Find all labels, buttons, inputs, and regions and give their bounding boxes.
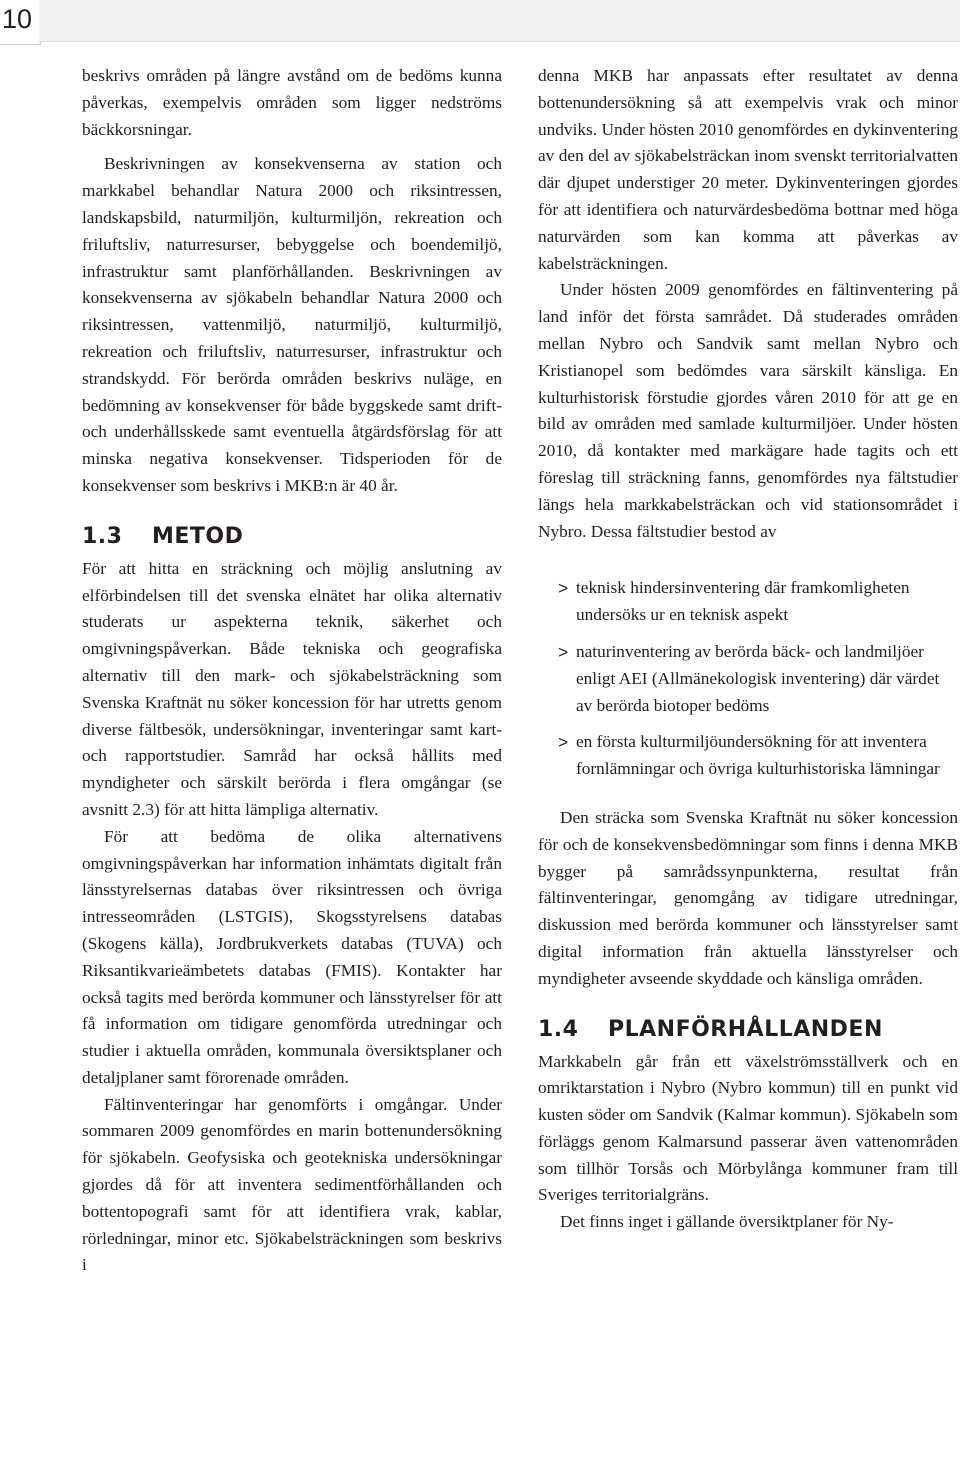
dive-inventory-paragraph: denna MKB har anpassats efter resultatet av denna bottenundersökning så att exempelvis vrak och minor undviks. Under hösten 2010 genomfördes en dykinventering av den del av sjökabelsträckan inom svenskt territorialvatten där djupet understiger 20 meter. Dykinventeringen gjordes för att identifiera och naturvärdesbedöma bottnar med höga naturvärden som kan komma att påverkas av kabelsträckningen. bbox=[538, 66, 958, 273]
planforhallanden-paragraph: Det finns inget i gällande översiktplaner för Ny- bbox=[560, 1212, 894, 1232]
intro-continuation: beskrivs områden på längre avstånd om de bedöms kunna påverkas, exempelvis områden som ligger nedströms bäckkorsningar. bbox=[82, 66, 502, 139]
bullet-marker: > bbox=[558, 578, 569, 599]
metod-paragraph: För att bedöma de olika alternativens omgivningspåverkan har information inhämtats digitalt från länsstyrelsernas databas över riksintressen och övriga intresseområden (LSTGIS), Skogsstyrelsens databas (Skogens källa), Jordbrukverkets databas (TUVA) och Riksantikvarieämbetets databas (FMIS). Kontakter har också tagits med berörda kommuner och länsstyrelser för att få information om tidigare genomförda utredningar och studier i aktuella områden, kommunala översiktsplaner och detaljplaner samt förorenade områden. bbox=[82, 826, 502, 1087]
section-heading-metod bbox=[82, 520, 502, 554]
section-title: METOD bbox=[152, 523, 244, 549]
planforhallanden-paragraph: Markkabeln går från ett växelströmsställverk och en omriktarstation i Nybro (Nybro kommun) till en punkt vid kusten söder om Sandvik (Kalmar kommun). Sjökabeln som förläggs genom Kalmarsund passerar även vattenområden som tillhör Torsås och Mörbylånga kommuner fram till Sveriges territorialgräns. bbox=[538, 1051, 958, 1205]
page-header-bar bbox=[39, 0, 960, 42]
field-inventory-paragraph: Under hösten 2009 genomfördes en fältinventering på land inför det första samrådet. Då studerades områden mellan Nybro och Sandvik samt mellan Nybro och Kristianopel som bedömdes vara särskilt känsliga. En kulturhistorisk förstudie gjordes våren 2010 för att ge en bild av områden med samlade kulturmiljöer. Under hösten 2010, då kontakter med markägare hade tagits och ett föreslag till sträckning fanns, genomfördes nya fältstudier längs hela markkabelsträckan och vid stationsområdet i Nybro. Dessa fältstudier bestod av bbox=[538, 280, 958, 541]
bullet-marker: > bbox=[558, 641, 569, 662]
left-column bbox=[82, 63, 502, 1279]
metod-paragraph: Fältinventeringar har genomförts i omgångar. Under sommaren 2009 genomfördes en marin bottenundersökning för sjökabeln. Geofysiska och geotekniska undersökningar gjordes då för att inventera sedimentförhållanden och bottentopografi samt för att identifiera vrak, kablar, rörledningar, minor etc. Sjökabelsträckningen som beskrivs i bbox=[82, 1094, 502, 1275]
bullet-marker: > bbox=[558, 732, 569, 753]
list-item-text: en första kulturmiljöundersökning för att inventera fornlämningar och övriga kulturhistoriska lämningar bbox=[576, 732, 940, 779]
page-number: 10 bbox=[0, 0, 41, 45]
list-item-text: naturinventering av berörda bäck- och landmiljöer enligt AEI (Allmänekologisk inventering) där värdet av berörda biotoper bedöms bbox=[576, 641, 940, 715]
list-item-text: teknisk hindersinventering där framkomligheten undersöks ur en teknisk aspekt bbox=[576, 578, 910, 625]
section-number: 1.3 bbox=[82, 523, 123, 549]
section-number: 1.4 bbox=[538, 1016, 579, 1042]
list-item bbox=[538, 639, 958, 719]
consequences-paragraph: Beskrivningen av konsekvenserna av station och markkabel behandlar Natura 2000 och riksintressen, landskapsbild, naturmiljön, kulturmiljön, rekreation och friluftsliv, naturresurser, bebyggelse och boendemiljö, infrastruktur samt planförhållanden. Beskrivningen av konsekvenserna av sjökabeln behandlar Natura 2000 och riksintressen, vattenmiljö, naturmiljö, kulturmiljö, rekreation och friluftsliv, naturresurser, infrastruktur och strandskydd. För berörda områden beskrivs nuläge, en bedömning av konsekvenser för både byggskede samt drift- och underhållsskede samt eventuella åtgärdsförslag för att minska negativa konsekvenser. Tidsperioden för de konsekvenser som beskrivs i MKB:n är 40 år. bbox=[82, 154, 502, 495]
basis-paragraph: Den sträcka som Svenska Kraftnät nu söker koncession för och de konsekvensbedömningar som finns i denna MKB bygger på samrådssynpunkterna, resultat från fältinventeringar, genomgång av tidigare utredningar, diskussion med berörda kommuner och länsstyrelser samt digital information från aktuella länsstyrelser och myndigheter avseende skyddade och känsliga områden. bbox=[538, 807, 958, 988]
field-studies-list bbox=[538, 575, 958, 783]
metod-paragraph: För att hitta en sträckning och möjlig anslutning av elförbindelsen till det svenska elnätet har olika alternativ studerats ur aspekterna teknik, säkerhet och omgivningspåverkan. Både tekniska och geografiska alternativ till den mark- och sjökabelsträckning som Svenska Kraftnät nu söker koncession för har utretts genom diverse fältbesök, undersökningar, inventeringar samt kart- och rapportstudier. Samråd har också hållits med myndigheter och särskilt berörda i flera omgångar (se avsnitt 2.3) för att hitta lämpliga alternativ. bbox=[82, 558, 502, 819]
list-item bbox=[538, 575, 958, 629]
list-item bbox=[538, 729, 958, 783]
section-title: PLANFÖRHÅLLANDEN bbox=[608, 1016, 883, 1042]
section-heading-planforhallanden bbox=[538, 1013, 958, 1047]
right-column bbox=[538, 63, 958, 1236]
